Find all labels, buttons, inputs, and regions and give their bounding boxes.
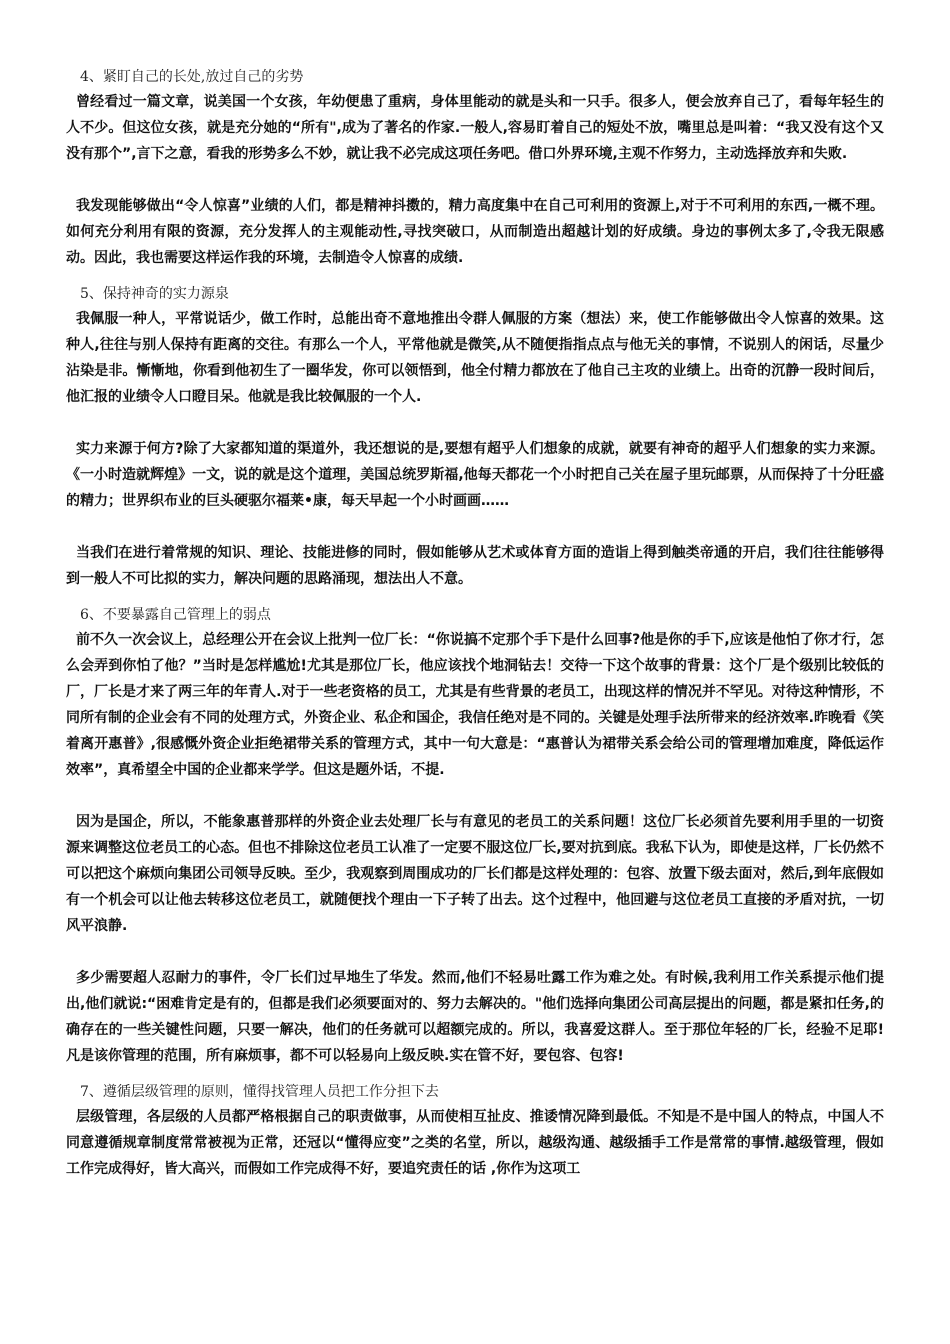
section-5 <box>66 283 884 592</box>
section-4 <box>66 66 884 271</box>
section-gap <box>66 271 884 283</box>
section-gap <box>66 1069 884 1081</box>
paragraph-gap <box>66 410 884 436</box>
paragraph: 我佩服一种人，平常说话少，做工作时，总能出奇不意地推出令群人佩服的方案（想法）来，使工作能够做出令人惊喜的效果。这种人,往往与别人保持有距离的交往。有那么一个人，平常他就是微笑,从不随便指指点点与他无关的事情，不说别人的闲话，尽量少沾染是非。慚慚地，你看到他初生了一圈华发，你可以领悟到，他全付精力都放在了他自己主攻的业绩上。出奇的沉静一段时间后，他汇报的业绩令人口瞪目呆。他就是我比较佩服的一个人. <box>66 311 884 405</box>
paragraph: 层级管理，各层级的人员都严格根据自己的职责做事，从而使相互扯皮、推诿情况降到最低。不知是不是中国人的特点，中国人不同意遵循规章制度常常被视为正常，还冠以“懂得应变”之类的名堂，所以，越级沟通、越级插手工作是常常的事情.越级管理，假如工作完成得好，皆大高兴，而假如工作完成得不好，要追究责任的话 ,你作为这项工 <box>66 1109 884 1177</box>
paragraph: 曾经看过一篇文章，说美国一个女孩，年幼便患了重病，身体里能动的就是头和一只手。很多人，便会放弃自己了，看每年轻生的人不少。但这位女孩，就是充分她的“所有",成为了著名的作家.一般人,容易盯着自己的短处不放，嘴里总是叫着：“我又没有这个又没有那个”,言下之意，看我的形势多么不妙，就让我不必完成这项任务吧。借口外界环境,主观不作努力，主动选择放弃和失败. <box>66 94 884 162</box>
paragraph: 多少需要超人忍耐力的事件，令厂长们过早地生了华发。然而,他们不轻易吐露工作为难之处。有时候,我利用工作关系提示他们提出,他们就说:“困难肯定是有的，但都是我们必须要面对的、努力去解决的。"他们选择向集团公司高层提出的问题，都是紧扣任务,的确存在的一些关键性问题，只要一解决，他们的任务就可以超额完成的。所以，我喜爱这群人。至于那位年轻的厂长，经验不足耶!凡是该你管理的范围，所有麻烦事，都不可以轻易向上级反映.实在管不好，要包容、包容! <box>66 970 884 1064</box>
paragraph-gap <box>66 783 884 809</box>
section-6 <box>66 604 884 1069</box>
paragraph: 因为是国企，所以，不能象惠普那样的外资企业去处理厂长与有意见的老员工的关系问题！这位厂长必须首先要利用手里的一切资源来调整这位老员工的心态。但也不排除这位老员工认准了一定要不服这位厂长,要对抗到底。我私下认为，即使是这样，厂长仍然不可以把这个麻烦向集团公司领导反映。至少，我观察到周围成功的厂长们都是这样处理的：包容、放置下级去面对，然后,到年底假如有一个机会可以让他去转移这位老员工，就随便找个理由一下子转了出去。这个过程中，他回避与这位老员工直接的矛盾对抗，一切风平浪静. <box>66 814 884 934</box>
paragraph-gap <box>66 514 884 540</box>
paragraph: 当我们在进行着常规的知识、理论、技能进修的同时，假如能够从艺术或体育方面的造诣上得到触类帝通的开启，我们往往能够得到一般人不可比拟的实力，解决问题的思路涌现，想法出人不意。 <box>66 545 884 587</box>
section-heading: 6、不要暴露自己管理上的弱点 <box>80 607 271 623</box>
paragraph-gap <box>66 939 884 965</box>
paragraph: 实力来源于何方?除了大家都知道的渠道外，我还想说的是,要想有超乎人们想象的成就，就要有神奇的超乎人们想象的实力来源。《一小时造就辉煌》一文，说的就是这个道理，美国总统罗斯福,他每天都花一个小时把自己关在屋子里玩邮票，从而保持了十分旺盛的精力；世界织布业的巨头硬驱尔福莱•康，每天早起一个小时画画…… <box>66 441 884 509</box>
section-heading: 7、遵循层级管理的原则，懂得找管理人员把工作分担下去 <box>80 1084 439 1100</box>
paragraph: 我发现能够做出“令人惊喜”业绩的人们，都是精神抖擞的，精力高度集中在自己可利用的资源上,对于不可利用的东西,一概不理。如何充分利用有限的资源，充分发挥人的主观能动性,寻找突破口，从而制造出超越计划的好成绩。身边的事例太多了,令我无限感动。因此，我也需要这样运作我的环境，去制造令人惊喜的成绩. <box>66 198 884 266</box>
paragraph-gap <box>66 167 884 193</box>
section-heading: 4、紧盯自己的长处,放过自己的劣势 <box>80 69 304 85</box>
section-7 <box>66 1081 884 1182</box>
section-gap <box>66 592 884 604</box>
paragraph: 前不久一次会议上，总经理公开在会议上批判一位厂长：“你说搞不定那个手下是什么回事?他是你的手下,应该是他怕了你才行，怎么会弄到你怕了他？”当时是怎样尴尬!尤其是那位厂长，他应该找个地洞钻去！交待一下这个故事的背景：这个厂是个级别比较低的厂，厂长是才来了两三年的年青人.对于一些老资格的员工，尤其是有些背景的老员工，出现这样的情况并不罕见。对待这种情形，不同所有制的企业会有不同的处理方式，外资企业、私企和国企，我信任绝对是不同的。关键是处理手法所带来的经济效率.昨晚看《笑着离开惠普》,很感慨外资企业拒绝裙带关系的管理方式，其中一句大意是：“惠普认为裙带关系会给公司的管理增加难度，降低运作效率”，真希望全中国的企业都来学学。但这是题外话，不提. <box>66 632 884 778</box>
section-heading: 5、保持神奇的实力源泉 <box>80 286 229 302</box>
